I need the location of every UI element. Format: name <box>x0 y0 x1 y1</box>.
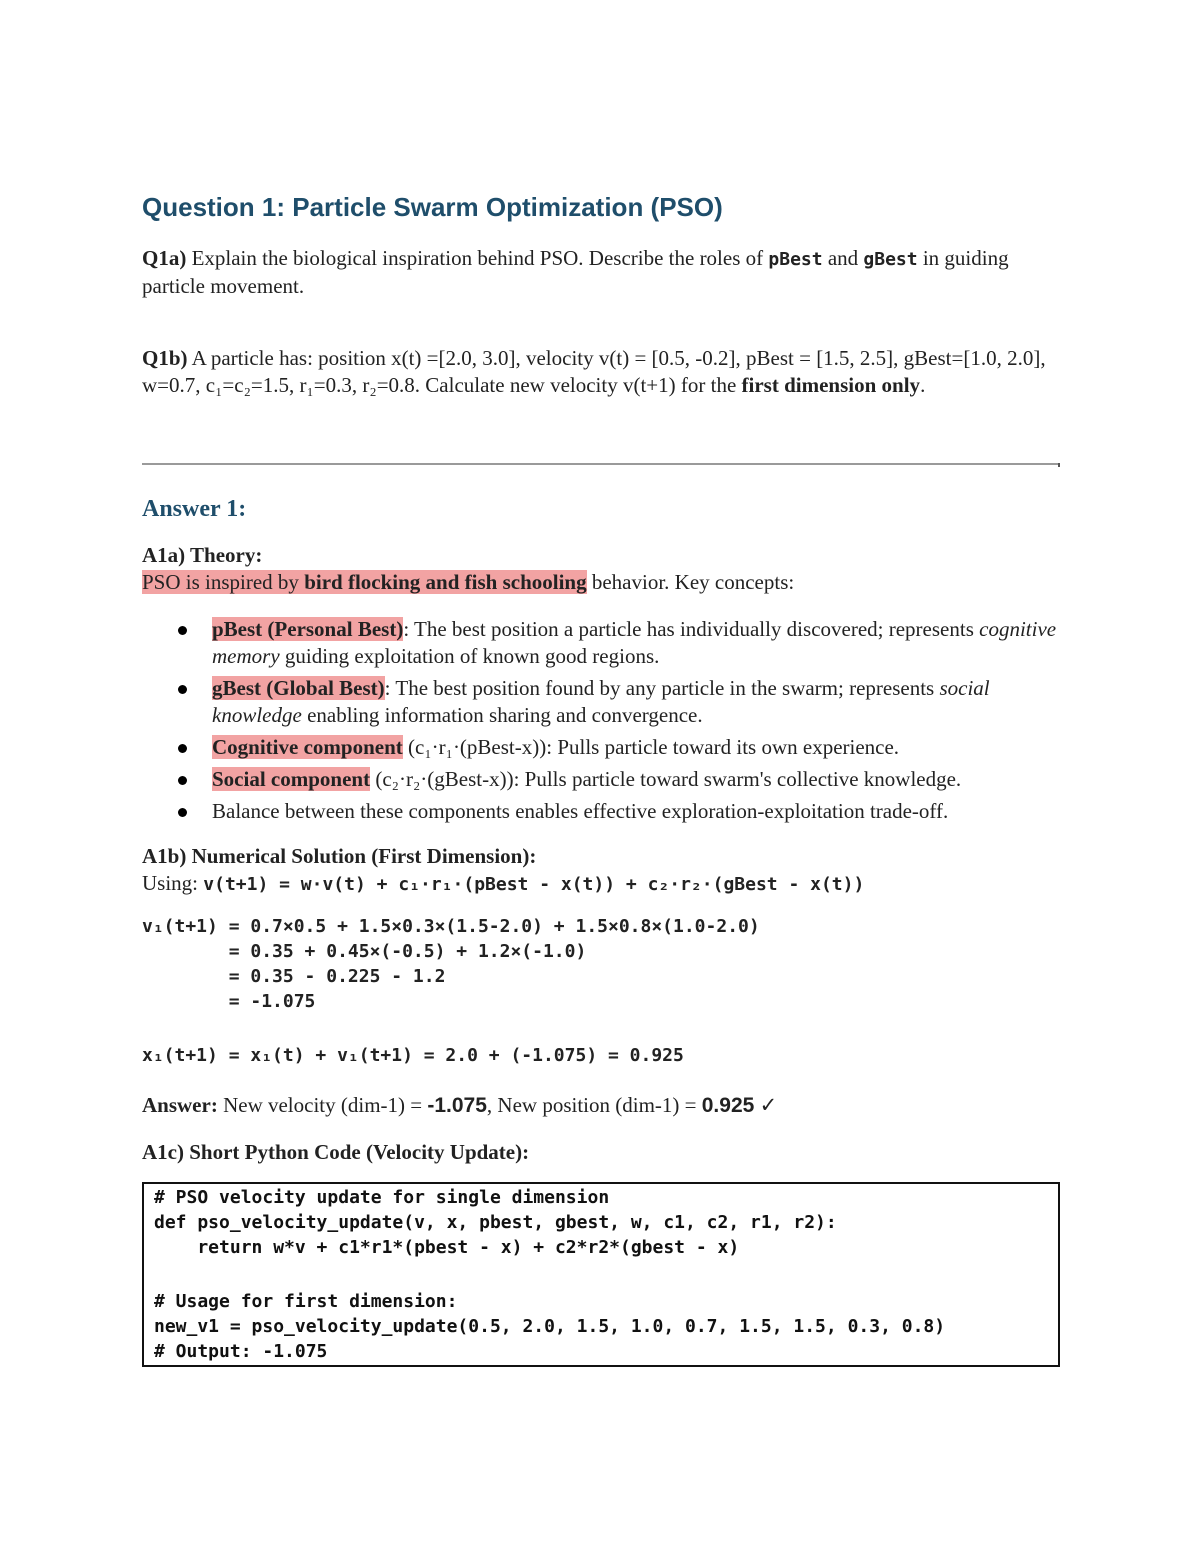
key-concepts-list <box>142 616 1060 830</box>
answer-position: 0.925 <box>701 1094 755 1117</box>
bullet-icon <box>178 685 187 694</box>
code-line: return w*v + c1*r1*(pbest - x) + c2*r2*(gbest - x) <box>154 1237 740 1258</box>
bullet-icon <box>178 744 187 753</box>
code-line: # Usage for first dimension: <box>154 1291 458 1312</box>
a1a-intro: PSO is inspired by bird flocking and fish schooling behavior. Key concepts: <box>142 570 795 594</box>
calc-line: v₁(t+1) = 0.7×0.5 + 1.5×0.3×(1.5-2.0) + 1.5×0.8×(1.0-2.0) <box>142 916 760 937</box>
bullet-icon <box>178 776 187 785</box>
bullet-icon <box>178 626 187 635</box>
question-q1b: Q1b) A particle has: position x(t) =[2.0, 3.0], velocity v(t) = [0.5, -0.2], pBest = [1.5, 2.5], gBest=[1.0, 2.0], w=0.7, c₁=c₂=1.5, r₁=0.3, r₂=0.8. Calculate new velocity v(t+1) for the first dimension only. <box>142 346 1046 397</box>
a1c-label: A1c) Short Python Code (Velocity Update): <box>142 1140 530 1164</box>
code-line: new_v1 = pso_velocity_update(0.5, 2.0, 1.5, 1.0, 0.7, 1.5, 1.5, 0.3, 0.8) <box>154 1316 946 1337</box>
a1b-label: A1b) Numerical Solution (First Dimension): <box>142 844 537 868</box>
list-item: Balance between these components enables effective exploration-exploitation trade-off. <box>142 798 1060 825</box>
list-item: Cognitive component (c₁·r₁·(pBest-x)): Pulls particle toward its own experience. <box>142 734 1060 761</box>
section-divider <box>142 463 1060 465</box>
bullet-icon <box>178 808 187 817</box>
question-heading: Question 1: Particle Swarm Optimization (PSO) <box>142 192 723 222</box>
position-line: x₁(t+1) = x₁(t) + v₁(t+1) = 2.0 + (-1.075) = 0.925 <box>142 1045 684 1066</box>
a1a-label: A1a) Theory: <box>142 543 263 567</box>
python-code-block <box>142 1182 1060 1367</box>
concept-term: pBest (Personal Best) <box>212 617 404 641</box>
code-line: def pso_velocity_update(v, x, pbest, gbest, w, c1, c2, r1, r2): <box>154 1212 837 1233</box>
answer-heading: Answer 1: <box>142 496 247 522</box>
concept-term: Cognitive component <box>212 735 403 759</box>
gbest-code: gBest <box>863 249 918 270</box>
final-answer: Answer: New velocity (dim-1) = -1.075, New position (dim-1) = 0.925 ✓ <box>142 1093 778 1117</box>
velocity-formula: v(t+1) = w·v(t) + c₁·r₁·(pBest - x(t)) + c₂·r₂·(gBest - x(t)) <box>203 874 865 895</box>
q1a-label: Q1a) <box>142 246 187 270</box>
calc-line: = -1.075 <box>142 991 316 1012</box>
concept-term: Social component <box>212 767 371 791</box>
list-item: gBest (Global Best): The best position found by any particle in the swarm; represents social knowledge enabling information sharing and convergence. <box>142 675 1060 729</box>
intro-highlight: PSO is inspired by bird flocking and fish schooling <box>142 570 587 594</box>
code-line: # PSO velocity update for single dimension <box>154 1187 610 1208</box>
list-item: pBest (Personal Best): The best position a particle has individually discovered; represents cognitive memory guiding exploitation of known good regions. <box>142 616 1060 670</box>
code-line: # Output: -1.075 <box>154 1341 328 1362</box>
q1b-label: Q1b) <box>142 346 188 370</box>
answer-velocity: -1.075 <box>427 1094 487 1117</box>
calc-line: = 0.35 - 0.225 - 1.2 <box>142 966 446 987</box>
list-item: Social component (c₂·r₂·(gBest-x)): Pulls particle toward swarm's collective knowledge. <box>142 766 1060 793</box>
pbest-code: pBest <box>768 249 823 270</box>
q1b-emphasis: first dimension only <box>741 373 921 397</box>
question-q1a: Q1a) Explain the biological inspiration behind PSO. Describe the roles of pBest and gBest in guiding particle movement. <box>142 246 1009 298</box>
check-icon: ✓ <box>754 1093 778 1117</box>
concept-term: gBest (Global Best) <box>212 676 385 700</box>
calc-line: = 0.35 + 0.45×(-0.5) + 1.2×(-1.0) <box>142 941 587 962</box>
a1b-using: Using: v(t+1) = w·v(t) + c₁·r₁·(pBest - x(t)) + c₂·r₂·(gBest - x(t)) <box>142 871 865 895</box>
